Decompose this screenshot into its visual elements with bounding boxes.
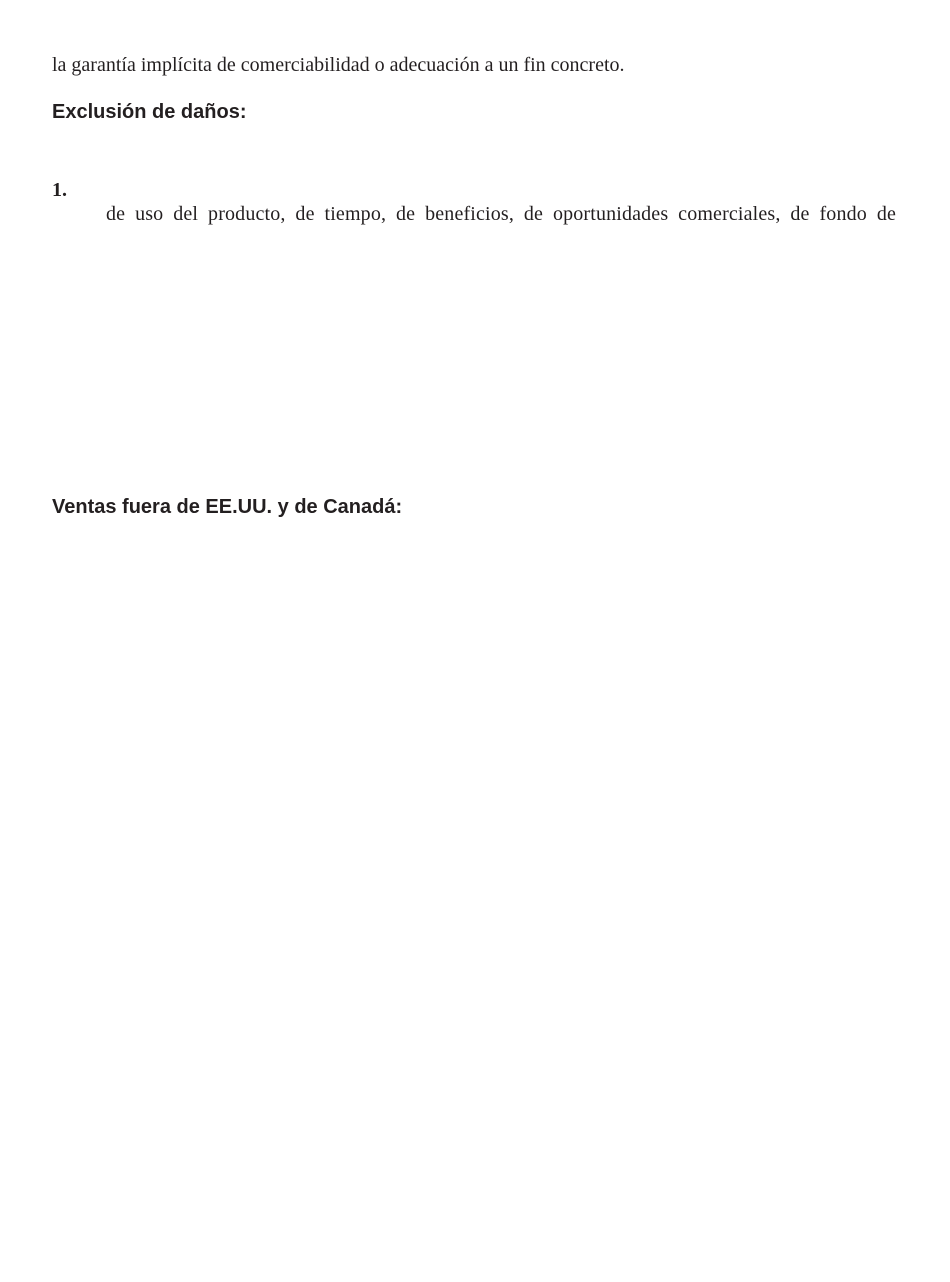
warranty-continuation-text: la garantía implícita de comerciabilidad o adecuación a un fin concreto.	[52, 54, 625, 76]
damages-exclusion-heading: Exclusión de daños:	[52, 101, 247, 123]
list-item-number: 1.	[52, 179, 67, 201]
international-sales-heading: Ventas fuera de EE.UU. y de Canadá:	[52, 496, 403, 518]
list-item-text: de uso del producto, de tiempo, de beneficios, de oportunidades comerciales, de fondo de	[106, 203, 896, 225]
